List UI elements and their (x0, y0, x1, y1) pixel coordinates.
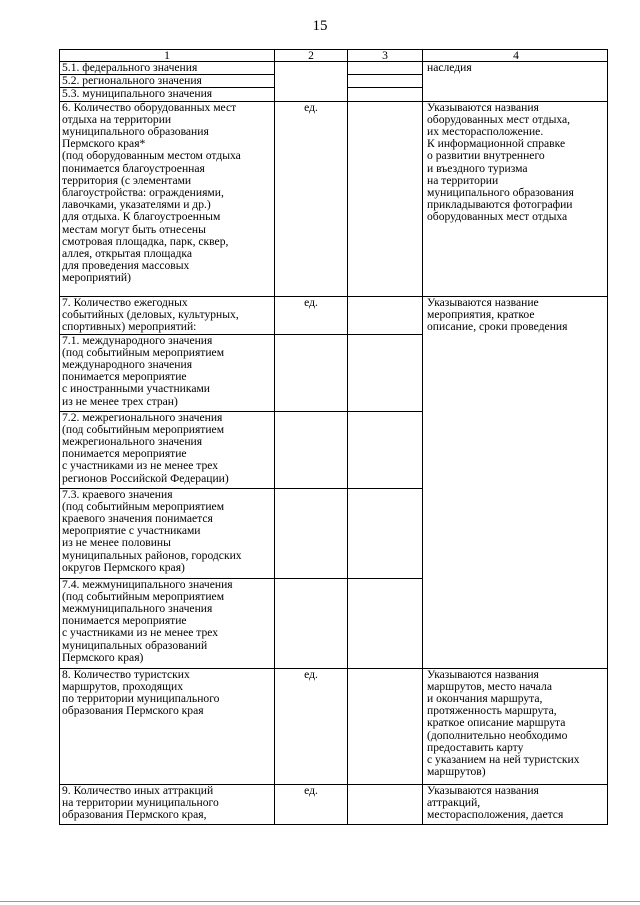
row-5-1-value-cell (348, 62, 423, 75)
table-row (60, 101, 608, 296)
row-6-label: 6. Количество оборудованных мест отдыха на территории муниципального образования Пермского края* (под оборудованным местом отдыха понимается благоустроенная территория (с элементами благоустройства: ограждениями, лавочками, указателями и др.) для отдыха. К благоустроенным местам могут быть отнесены смотровая площадка, парк, сквер, аллея, открытая площадка для проведения массовых мероприятий) (60, 101, 275, 296)
indicators-table (59, 49, 608, 825)
row-7-2-label: 7.2. межрегионального значения (под событийным мероприятием межрегионального значения понимается мероприятие с участниками из не менее трех регионов Российской Федерации) (60, 411, 275, 488)
row-5-note: наследия (423, 62, 608, 102)
row-9-note: Указываются названия аттракций, месторасположения, дается (423, 784, 608, 824)
table-row (60, 62, 608, 75)
row-6-note: Указываются названия оборудованных мест отдыха, их месторасположение. К информационной справке о развитии внутреннего и въездного туризма на территории муниципального образования прикладываются фотографии оборудованных мест отдыха (423, 101, 608, 296)
scan-edge-line (0, 901, 640, 902)
row-7-2-unit-cell (275, 411, 348, 488)
row-7-4-label: 7.4. межмуниципального значения (под событийным мероприятием межмуниципального значения понимается мероприятие с участниками из не менее трех муниципальных образований Пермского края) (60, 578, 275, 668)
page-number: 15 (312, 18, 328, 34)
row-9-unit: ед. (275, 784, 348, 824)
row-7-note: Указываются название мероприятия, краткое описание, сроки проведения (423, 296, 608, 668)
row-5-2-label: 5.2. регионального значения (60, 75, 275, 88)
row-8-unit: ед. (275, 668, 348, 784)
row-7-1-unit-cell (275, 334, 348, 411)
row-7-3-label: 7.3. краевого значения (под событийным мероприятием краевого значения понимается мероприятие с участниками из не менее половины муниципальных районов, городских округов Пермского края) (60, 488, 275, 578)
header-col-3: 3 (348, 50, 423, 62)
row-9-value-cell (348, 784, 423, 824)
row-8-note: Указываются названия маршрутов, место начала и окончания маршрута, протяженность маршрута, краткое описание маршрута (дополнительно необходимо предоставить карту с указанием на ней туристских маршрутов) (423, 668, 608, 784)
row-7-2-value-cell (348, 411, 423, 488)
header-col-4: 4 (423, 50, 608, 62)
table-row (60, 668, 608, 784)
row-5-1-label: 5.1. федерального значения (60, 62, 275, 75)
row-7-3-unit-cell (275, 488, 348, 578)
row-6-unit: ед. (275, 101, 348, 296)
row-8-value-cell (348, 668, 423, 784)
row-8-label: 8. Количество туристских маршрутов, проходящих по территории муниципального образования Пермского края (60, 668, 275, 784)
row-6-value-cell (348, 101, 423, 296)
row-5-unit-cell (275, 62, 348, 102)
row-7-value-cell (348, 296, 423, 334)
header-col-2: 2 (275, 50, 348, 62)
row-9-label: 9. Количество иных аттракций на территории муниципального образования Пермского края, (60, 784, 275, 824)
header-col-1: 1 (60, 50, 275, 62)
row-7-1-label: 7.1. международного значения (под событийным мероприятием международного значения понимается мероприятие с иностранными участниками из не менее трех стран) (60, 334, 275, 411)
row-7-4-value-cell (348, 578, 423, 668)
row-7-3-value-cell (348, 488, 423, 578)
row-5-3-label: 5.3. муниципального значения (60, 88, 275, 101)
row-7-label: 7. Количество ежегодных событийных (деловых, культурных, спортивных) мероприятий: (60, 296, 275, 334)
row-7-unit: ед. (275, 296, 348, 334)
row-7-4-unit-cell (275, 578, 348, 668)
row-5-3-value-cell (348, 88, 423, 101)
row-5-2-value-cell (348, 75, 423, 88)
table-row (60, 296, 608, 334)
table-row (60, 784, 608, 824)
row-7-1-value-cell (348, 334, 423, 411)
table-header-row (60, 50, 608, 62)
